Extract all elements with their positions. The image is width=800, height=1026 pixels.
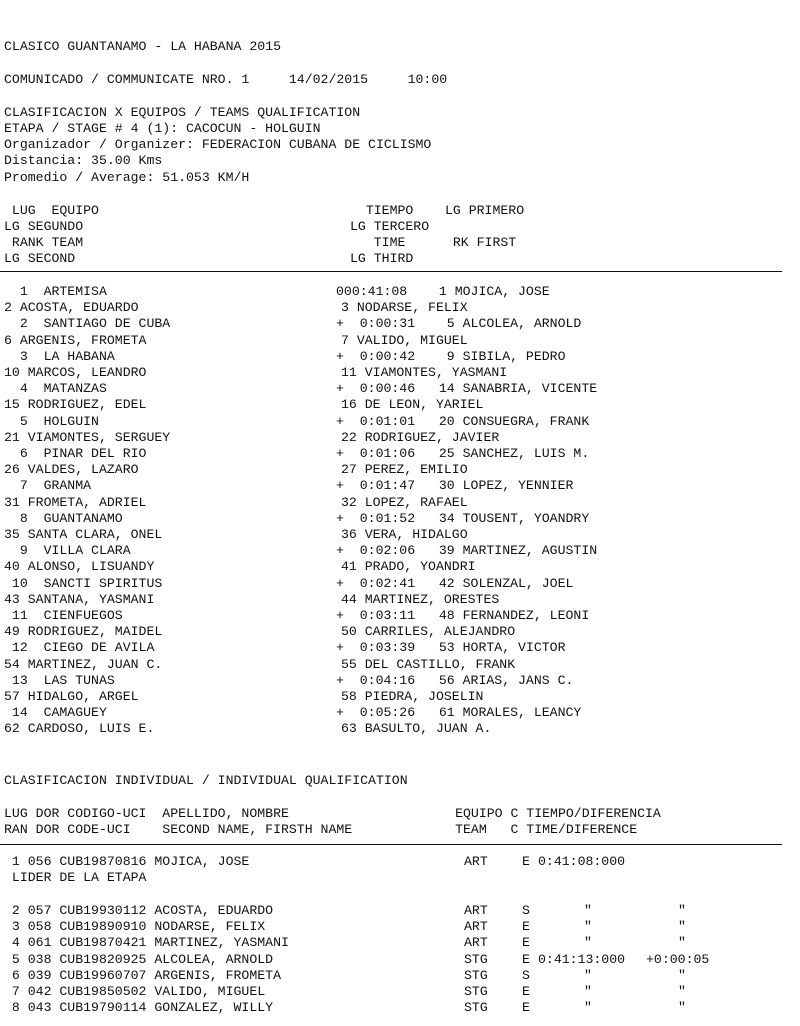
team-table-divider [0,271,782,272]
team-second-rider: 35 SANTA CLARA, ONEL [4,527,163,542]
team-third-rider: 41 PRADO, YOANDRI [341,559,476,575]
rider-diff: +0:00:05 [646,951,710,967]
rider-row: 4 061 CUB19870421 MARTINEZ, YASMANI [4,935,289,951]
rider-time: 0:41:08:000 [538,854,626,869]
team-rank-name: 4 MATANZAS [4,381,107,397]
rider-team: STG [464,1000,488,1016]
team-third-rider: 7 VALIDO, MIGUEL [341,332,468,348]
rider-row: 8 043 CUB19790114 GONZALEZ, WILLY [4,1000,274,1016]
team-time-first: + 0:00:42 9 SIBILA, PEDRO [336,348,566,364]
rider-diff-ditto: " [678,984,686,999]
team-rank-name: 11 CIENFUEGOS [4,608,123,623]
rider-row: 6 039 CUB19960707 ARGENIS, FROMETA [4,967,281,983]
team-second-rider: 49 RODRIGUEZ, MAIDEL [4,624,163,640]
team-header-lg-segundo: LG SEGUNDO [4,219,84,234]
team-rank-name: 12 CIEGO DE AVILA [4,640,155,656]
team-header-lug: LUG EQUIPO [4,203,99,218]
team-third-rider: 44 MARTINEZ, ORESTES [341,591,500,607]
team-rank-name: 7 GRANMA [4,478,92,494]
team-third-rider: 63 BASULTO, JUAN A. [341,721,492,737]
rider-team: ART [464,919,488,935]
team-second-rider: 2 ACOSTA, EDUARDO [4,300,139,316]
rider-time-ditto: " [584,967,592,983]
team-third-rider: 58 PIEDRA, JOSELIN [341,689,484,704]
team-rank-name: 8 GUANTANAMO [4,510,123,526]
rider-diff-ditto: " [678,935,686,951]
rider-category: E [522,984,530,999]
team-rank-name: 13 LAS TUNAS [4,672,115,688]
stage-line: ETAPA / STAGE # 4 (1): CACOCUN - HOLGUIN [4,121,321,136]
team-time-first: + 0:05:26 61 MORALES, LEANCY [336,705,582,721]
rider-time-ditto: " [584,1000,592,1016]
rider-diff-ditto: " [678,919,686,935]
team-time-first: + 0:03:11 48 FERNANDEZ, LEONI [336,608,590,623]
rider-row: 7 042 CUB19850502 VALIDO, MIGUEL [4,984,266,999]
team-time-first: + 0:04:16 56 ARIAS, JANS C. [336,672,574,688]
team-rank-name: 6 PINAR DEL RIO [4,446,147,461]
team-second-rider: 26 VALDES, LAZARO [4,462,139,478]
rider-team: ART [464,935,488,951]
team-rank-name: 9 VILLA CLARA [4,543,131,559]
average-line: Promedio / Average: 51.053 KM/H [4,170,250,185]
rider-diff-ditto: " [678,967,686,983]
team-third-rider: 36 VERA, HIDALGO [341,527,468,542]
individual-header-es: LUG DOR CODIGO-UCI APELLIDO, NOMBRE EQUIPO C TIEMPO/DIFERENCIA [4,806,661,821]
team-second-rider: 62 CARDOSO, LUIS E. [4,721,155,737]
team-rank-name: 2 SANTIAGO DE CUBA [4,316,171,332]
team-second-rider: 43 SANTANA, YASMANI [4,591,155,607]
team-rank-name: 3 LA HABANA [4,348,115,364]
team-header-lg-third: LG THIRD [350,251,414,266]
team-third-rider: 16 DE LEON, YARIEL [341,397,484,413]
distance-line: Distancia: 35.00 Kms [4,153,163,168]
team-second-rider: 40 ALONSO, LISUANDY [4,559,155,575]
team-second-rider: 57 HIDALGO, ARGEL [4,689,139,704]
rider-team: STG [464,967,488,983]
rider-row: 5 038 CUB19820925 ALCOLEA, ARNOLD [4,951,274,967]
individual-table-divider [0,844,782,845]
rider-category: S [522,967,530,983]
rider-team: STG [464,984,488,999]
rider-diff-ditto: " [678,1000,686,1016]
rider-team: ART [464,854,488,869]
team-second-rider: 6 ARGENIS, FROMETA [4,332,147,348]
team-third-rider: 27 PEREZ, EMILIO [341,462,468,478]
team-header-rank: RANK TEAM [4,235,84,250]
team-time-first: + 0:01:47 30 LOPEZ, YENNIER [336,478,574,494]
rider-team: ART [464,903,488,918]
team-header-lg-tercero: LG TERCERO [350,219,430,234]
team-third-rider: 50 CARRILES, ALEJANDRO [341,624,516,640]
classification-title: CLASIFICACION X EQUIPOS / TEAMS QUALIFICATION [4,105,361,120]
team-rank-name: 1 ARTEMISA [4,284,107,299]
team-rank-name: 10 SANCTI SPIRITUS [4,575,163,591]
rider-row: 1 056 CUB19870816 MOJICA, JOSE [4,854,250,869]
stage-leader-note: LIDER DE LA ETAPA [4,870,147,885]
team-second-rider: 21 VIAMONTES, SERGUEY [4,429,171,445]
rider-row: 3 058 CUB19890910 NODARSE, FELIX [4,919,266,935]
individual-header-en: RAN DOR CODE-UCI SECOND NAME, FIRSTH NAME TEAM C TIME/DIFERENCE [4,822,638,837]
team-header-tiempo: TIEMPO LG PRIMERO [350,203,525,218]
team-time-first: + 0:02:06 39 MARTINEZ, AGUSTIN [336,543,598,559]
rider-time-ditto: " [584,919,592,935]
team-second-rider: 10 MARCOS, LEANDRO [4,365,147,380]
team-header-time: TIME RK FIRST [350,235,517,250]
team-second-rider: 31 FROMETA, ADRIEL [4,494,147,510]
rider-category: E [522,854,530,869]
team-time-first: + 0:01:06 25 SANCHEZ, LUIS M. [336,446,590,461]
team-time-first: + 0:00:31 5 ALCOLEA, ARNOLD [336,316,582,332]
team-time-first: + 0:02:41 42 SOLENZAL, JOEL [336,575,574,591]
rider-category: E [522,919,530,935]
rider-diff-ditto: " [678,903,686,918]
team-third-rider: 32 LOPEZ, RAFAEL [341,494,468,510]
rider-row: 2 057 CUB19930112 ACOSTA, EDUARDO [4,903,274,918]
rider-time-ditto: " [584,935,592,951]
communicate-line: COMUNICADO / COMMUNICATE NRO. 1 14/02/2015 10:00 [4,72,448,87]
team-time-first: 000:41:08 1 MOJICA, JOSE [336,284,550,299]
rider-time-ditto: " [584,984,592,999]
organizer-line: Organizador / Organizer: FEDERACION CUBANA DE CICLISMO [4,137,432,152]
team-third-rider: 22 RODRIGUEZ, JAVIER [341,429,500,445]
team-time-first: + 0:03:39 53 HORTA, VICTOR [336,640,566,656]
team-third-rider: 55 DEL CASTILLO, FRANK [341,656,516,672]
team-rank-name: 5 HOLGUIN [4,413,99,429]
team-time-first: + 0:01:52 34 TOUSENT, YOANDRY [336,510,590,526]
team-third-rider: 11 VIAMONTES, YASMANI [341,365,508,380]
rider-category: E [522,951,530,967]
race-title: CLASICO GUANTANAMO - LA HABANA 2015 [4,39,281,54]
rider-time: 0:41:13:000 [538,951,626,967]
team-time-first: + 0:01:01 20 CONSUEGRA, FRANK [336,413,590,429]
rider-category: E [522,935,530,951]
rider-category: S [522,903,530,918]
team-time-first: + 0:00:46 14 SANABRIA, VICENTE [336,381,598,397]
rider-team: STG [464,951,488,967]
team-third-rider: 3 NODARSE, FELIX [341,300,468,316]
team-header-lg-second: LG SECOND [4,251,76,266]
rider-category: E [522,1000,530,1016]
rider-time-ditto: " [584,903,592,918]
individual-title: CLASIFICACION INDIVIDUAL / INDIVIDUAL QUALIFICATION [4,773,408,788]
team-second-rider: 54 MARTINEZ, JUAN C. [4,656,163,672]
team-second-rider: 15 RODRIGUEZ, EDEL [4,397,147,413]
team-rank-name: 14 CAMAGUEY [4,705,107,721]
